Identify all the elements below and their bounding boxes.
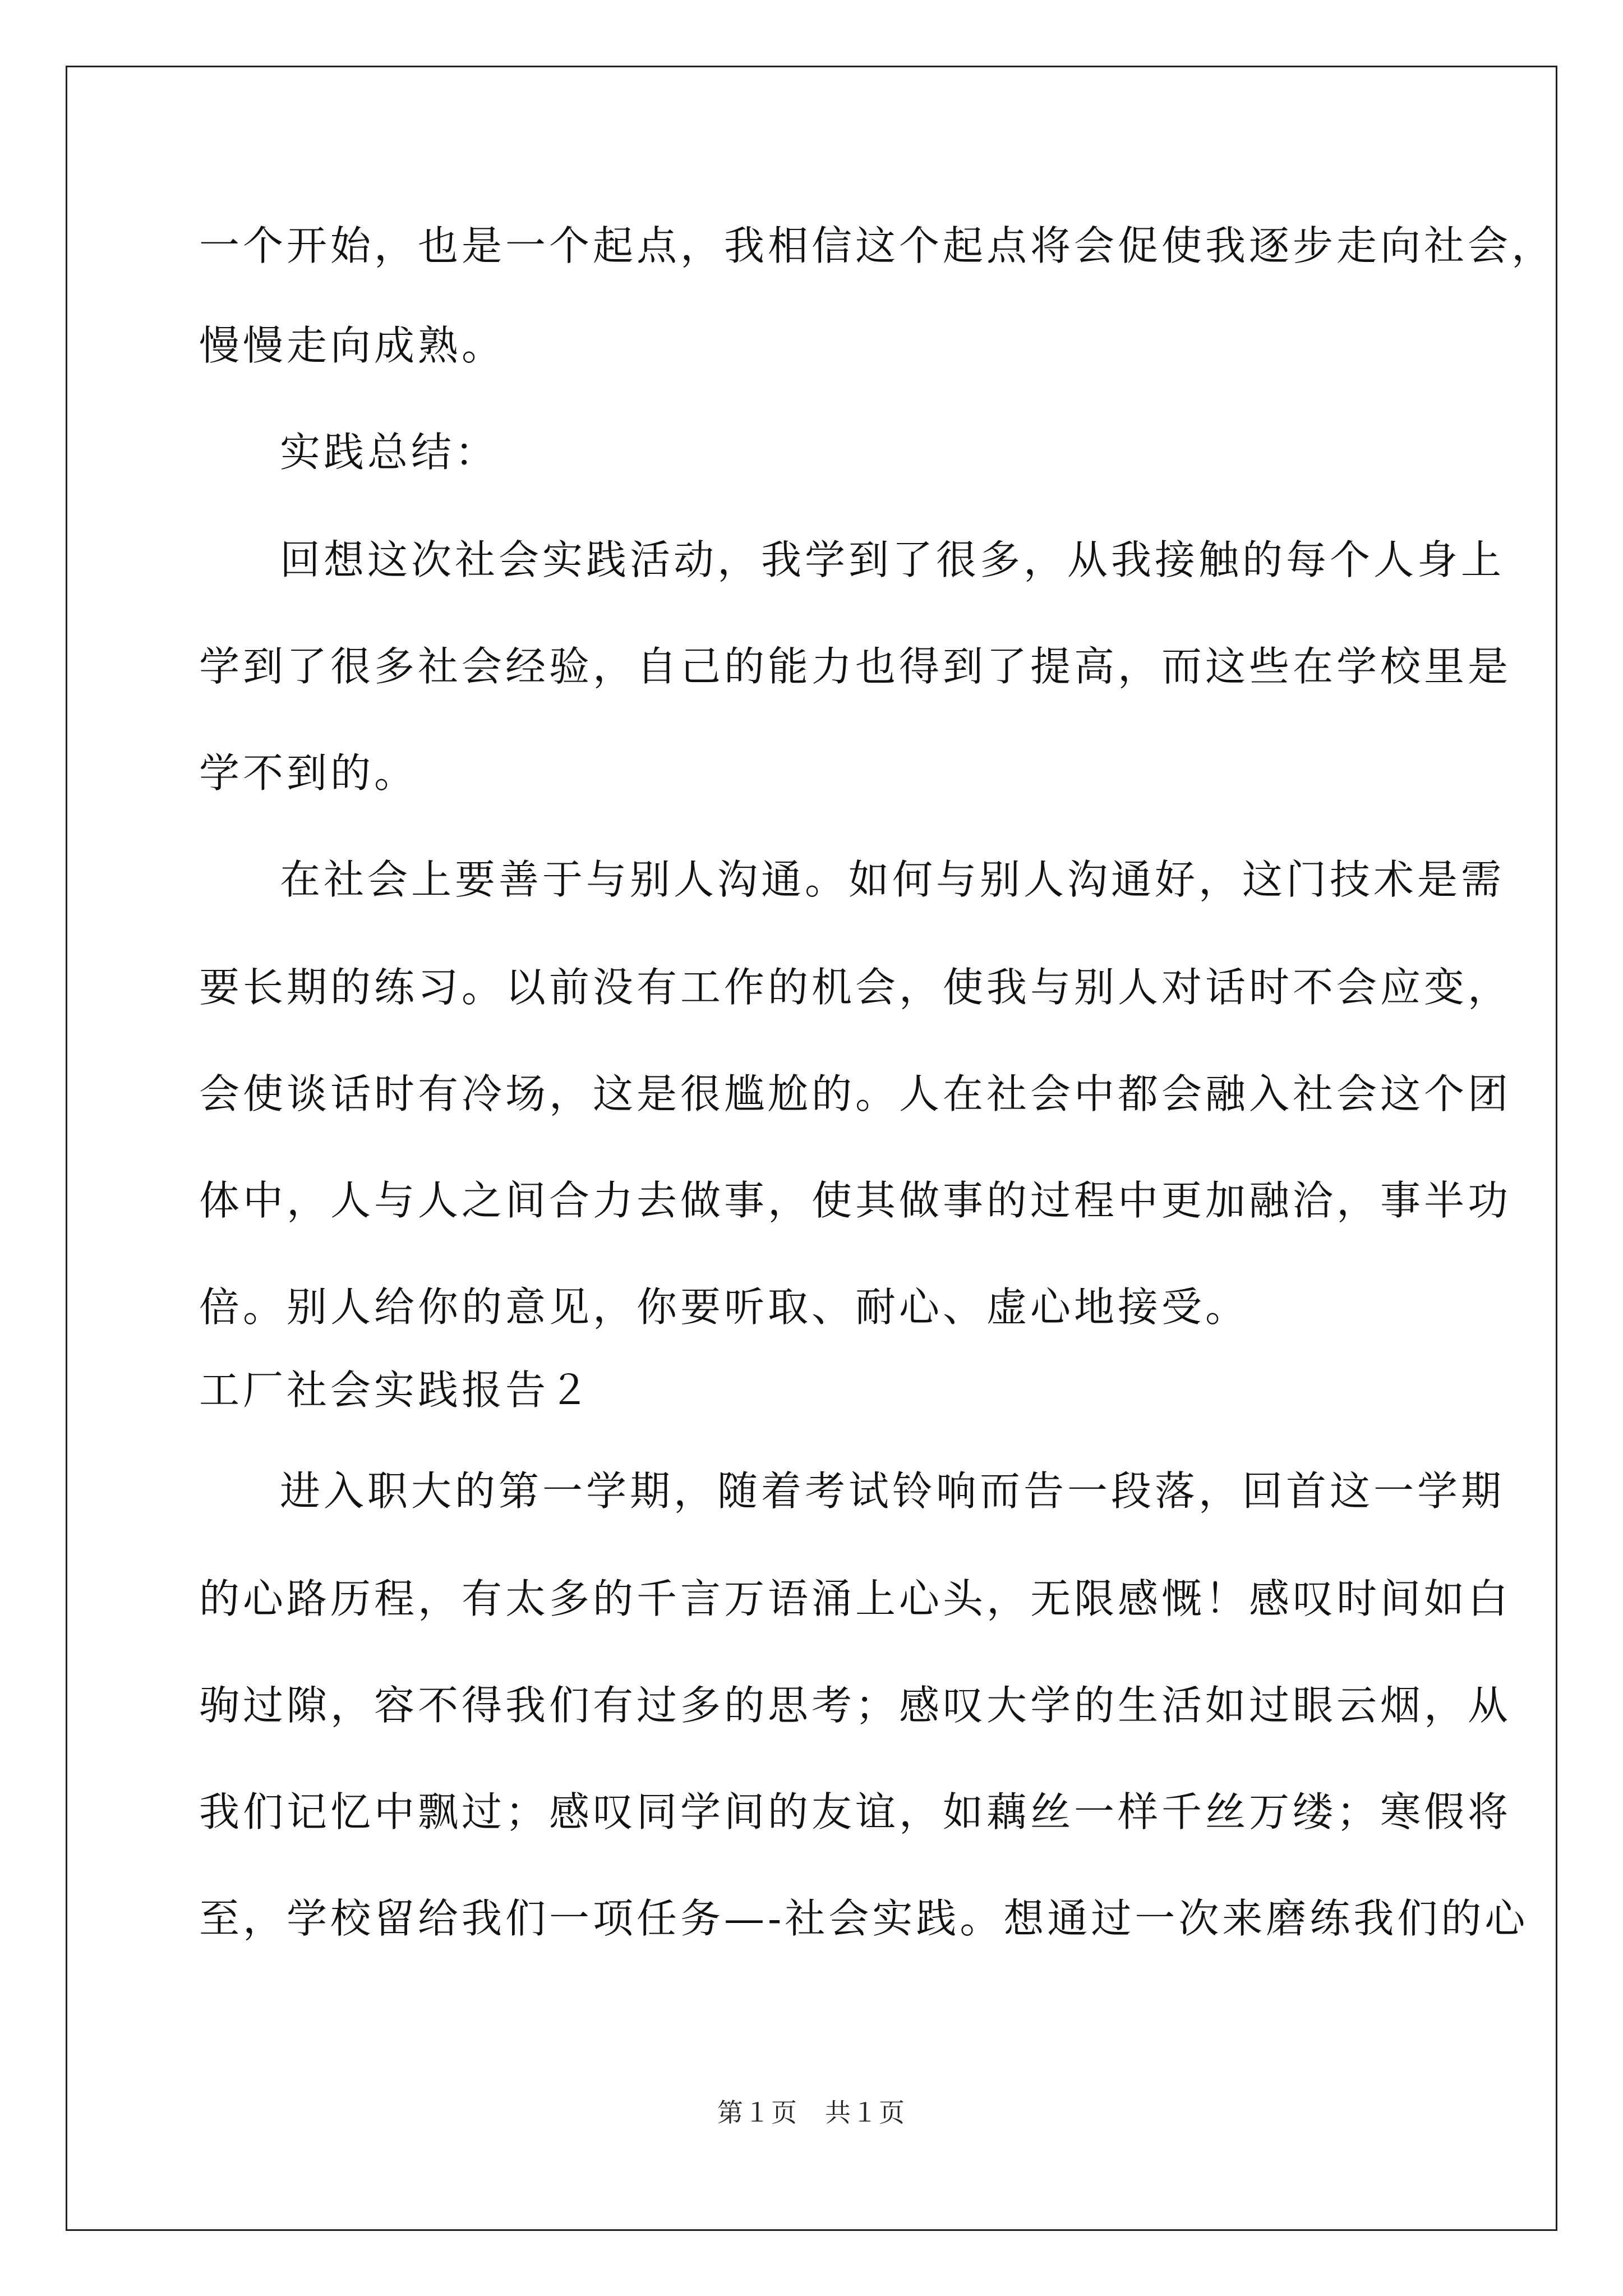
paragraph-line: 会使谈话时有冷场，这是很尴尬的。人在社会中都会融入社会这个团 (199, 1070, 1512, 1117)
paragraph-line: 进入职大的第一学期，随着考试铃响而告一段落，回首这一学期 (280, 1467, 1505, 1515)
page-number-footer: 第１页 共１页 (717, 2099, 906, 2127)
paragraph-line: 的心路历程，有太多的千言万语涌上心头，无限感慨！感叹时间如白 (199, 1575, 1512, 1622)
paragraph-line: 体中，人与人之间合力去做事，使其做事的过程中更加融洽，事半功 (199, 1177, 1512, 1224)
paragraph-line: 学不到的。 (199, 749, 418, 797)
paragraph-line: 倍。别人给你的意见，你要听取、耐心、虚心地接受。 (199, 1283, 1249, 1331)
paragraph-line: 回想这次社会实践活动，我学到了很多，从我接触的每个人身上 (280, 536, 1505, 583)
report-title: 工厂社会实践报告２ (199, 1366, 593, 1414)
paragraph-line: 一个开始，也是一个起点，我相信这个起点将会促使我逐步走向社会， (199, 222, 1556, 269)
paragraph-line: 学到了很多社会经验，自己的能力也得到了提高，而这些在学校里是 (199, 643, 1512, 690)
paragraph-line: 在社会上要善于与别人沟通。如何与别人沟通好，这门技术是需 (280, 856, 1505, 903)
paragraph-line: 至，学校留给我们一项任务—-社会实践。想通过一次来磨练我们的心 (199, 1895, 1529, 1942)
section-heading: 实践总结： (280, 429, 499, 476)
paragraph-line: 慢慢走向成熟。 (199, 322, 506, 369)
paragraph-line: 驹过隙，容不得我们有过多的思考；感叹大学的生活如过眼云烟，从 (199, 1682, 1512, 1729)
paragraph-line: 我们记忆中飘过；感叹同学间的友谊，如藕丝一样千丝万缕；寒假将 (199, 1788, 1512, 1835)
paragraph-line: 要长期的练习。以前没有工作的机会，使我与别人对话时不会应变， (199, 964, 1512, 1011)
